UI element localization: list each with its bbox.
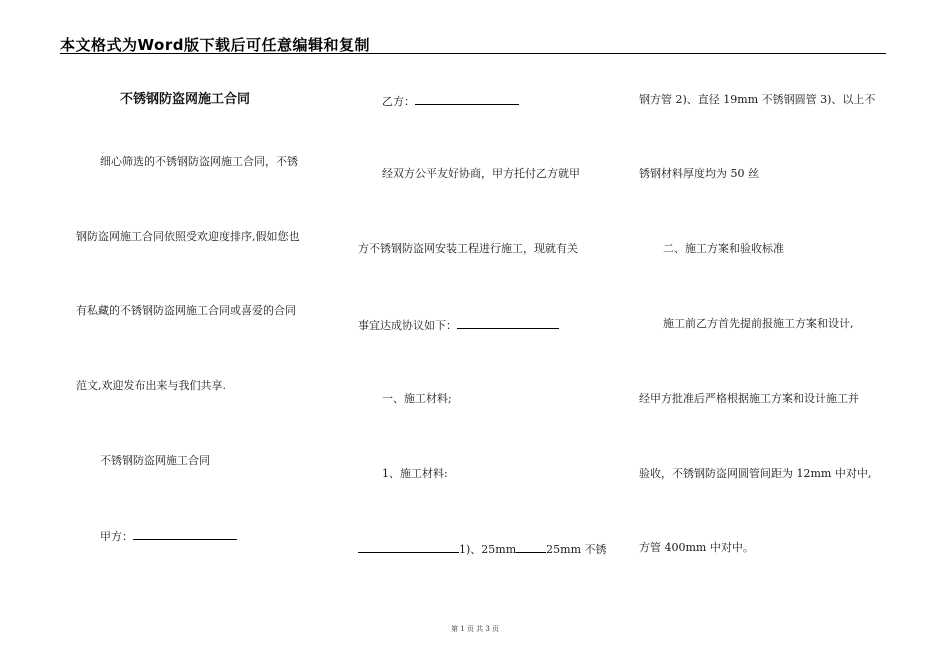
paragraph-line: 经甲方批准后严格根据施工方案和设计施工并 bbox=[639, 392, 859, 405]
paragraph-line: 锈钢材料厚度均为 50 丝 bbox=[639, 167, 759, 180]
page-number: 第 1 页 共 3 页 bbox=[450, 625, 500, 633]
party-b-blank bbox=[415, 93, 519, 105]
column-1 bbox=[76, 0, 326, 672]
paragraph-line: 范文,欢迎发布出来与我们共享. bbox=[76, 379, 226, 392]
agreement-line bbox=[358, 317, 559, 333]
party-a-label: 甲方： bbox=[100, 530, 133, 543]
section-heading: 二、施工方案和验收标准 bbox=[663, 242, 784, 255]
paragraph-line: 细心筛选的不锈钢防盗网施工合同，不锈 bbox=[100, 155, 298, 168]
column-2 bbox=[358, 0, 608, 672]
paragraph-line: 有私藏的不锈钢防盗网施工合同或喜爱的合同 bbox=[76, 304, 296, 317]
agreement-blank bbox=[457, 317, 559, 329]
subsection-heading: 1、施工材料: bbox=[382, 467, 448, 480]
paragraph-line: 验收，不锈钢防盗网圆管间距为 12mm 中对中, bbox=[639, 467, 872, 480]
paragraph-line: 施工前乙方首先提前报施工方案和设计, bbox=[663, 317, 854, 330]
document-title: 不锈钢防盗网施工合同 bbox=[120, 92, 251, 107]
paragraph-line: 方管 400mm 中对中。 bbox=[639, 541, 754, 554]
party-a-blank bbox=[133, 528, 237, 540]
agreement-label: 事宜达成协议如下： bbox=[358, 319, 457, 332]
material-blank-1 bbox=[358, 541, 459, 553]
paragraph-line: 方不锈钢防盗网安装工程进行施工，现就有关 bbox=[358, 242, 578, 255]
material-spec-2: 25mm 不锈 bbox=[546, 543, 607, 556]
material-spec-1: 1)、25mm bbox=[459, 543, 517, 556]
party-b-label: 乙方： bbox=[382, 95, 415, 108]
paragraph-line: 钢方管 2)、直径 19mm 不锈钢圆管 3)、以上不 bbox=[639, 93, 876, 106]
party-a-line bbox=[100, 528, 237, 544]
column-3 bbox=[639, 0, 889, 672]
material-line bbox=[358, 541, 607, 557]
party-b-line bbox=[382, 93, 519, 109]
section-heading: 一、施工材料; bbox=[382, 392, 452, 405]
paragraph-line: 钢防盗网施工合同依照受欢迎度排序,假如您也 bbox=[76, 230, 300, 243]
document-banner: 本文格式为Word版下载后可任意编辑和复制 bbox=[60, 36, 370, 54]
paragraph-line: 经双方公平友好协商，甲方托付乙方就甲 bbox=[382, 167, 580, 180]
subtitle-line: 不锈钢防盗网施工合同 bbox=[100, 454, 210, 467]
material-blank-2 bbox=[516, 541, 546, 553]
